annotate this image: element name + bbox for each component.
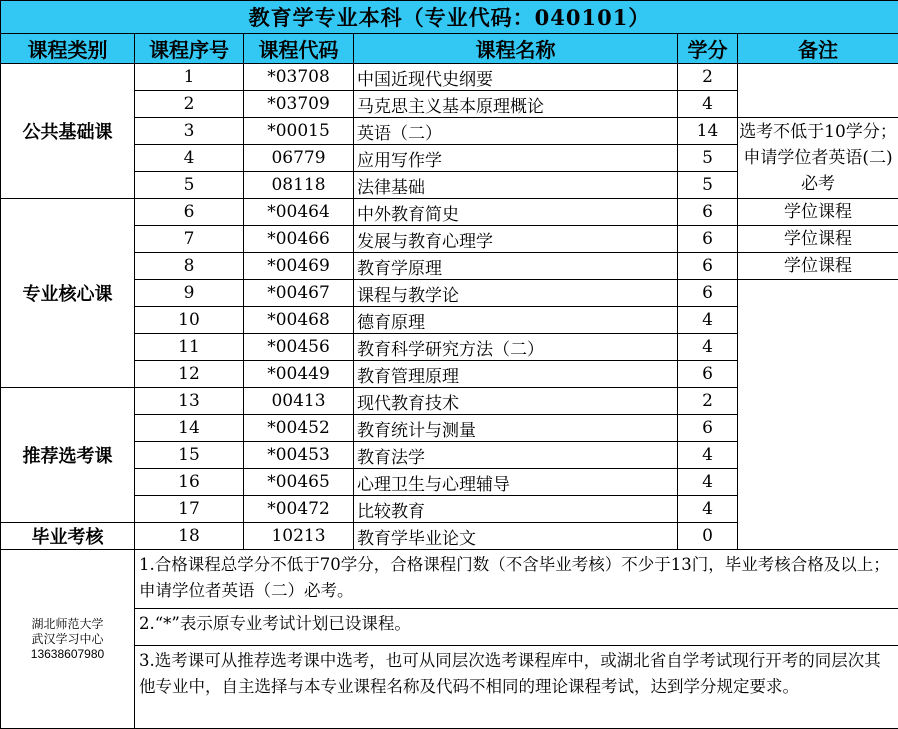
header-name: 课程名称 bbox=[354, 34, 678, 64]
remark-cell bbox=[738, 280, 898, 550]
remark-cell: 学位课程 bbox=[738, 253, 898, 280]
remark-cell bbox=[738, 64, 898, 118]
course-code: *00466 bbox=[244, 226, 354, 253]
note-2: 2.“*”表示原专业考试计划已设课程。 bbox=[135, 609, 898, 646]
course-credit: 6 bbox=[678, 415, 738, 442]
course-name: 课程与教学论 bbox=[354, 280, 678, 307]
header-remark: 备注 bbox=[738, 34, 898, 64]
course-credit: 0 bbox=[678, 523, 738, 550]
header-category: 课程类别 bbox=[1, 34, 135, 64]
course-code: *00452 bbox=[244, 415, 354, 442]
course-name: 发展与教育心理学 bbox=[354, 226, 678, 253]
course-seq: 4 bbox=[135, 145, 244, 172]
course-seq: 17 bbox=[135, 496, 244, 523]
course-name: 教育管理原理 bbox=[354, 361, 678, 388]
course-code: *00449 bbox=[244, 361, 354, 388]
category-cell: 专业核心课 bbox=[1, 199, 135, 388]
table-row bbox=[1, 226, 898, 253]
course-code: 06779 bbox=[244, 145, 354, 172]
course-name: 马克思主义基本原理概论 bbox=[354, 91, 678, 118]
course-code: *00467 bbox=[244, 280, 354, 307]
course-name: 中外教育简史 bbox=[354, 199, 678, 226]
course-name: 现代教育技术 bbox=[354, 388, 678, 415]
course-code: *00472 bbox=[244, 496, 354, 523]
course-credit: 4 bbox=[678, 496, 738, 523]
org-info bbox=[1, 550, 135, 729]
course-seq: 7 bbox=[135, 226, 244, 253]
course-code: 08118 bbox=[244, 172, 354, 199]
course-credit: 6 bbox=[678, 361, 738, 388]
course-credit: 2 bbox=[678, 388, 738, 415]
course-seq: 6 bbox=[135, 199, 244, 226]
course-credit: 4 bbox=[678, 442, 738, 469]
course-name: 教育科学研究方法（二） bbox=[354, 334, 678, 361]
course-name: 法律基础 bbox=[354, 172, 678, 199]
note-3: 3.选考课可从推荐选考课中选考，也可从同层次选考课程库中，或湖北省自学考试现行开考的同层次其他专业中，自主选择与本专业课程名称及代码不相同的理论课程考试，达到学分规定要求。 bbox=[135, 646, 898, 729]
course-seq: 11 bbox=[135, 334, 244, 361]
category-cell: 毕业考核 bbox=[1, 523, 135, 550]
table-title: 教育学专业本科（专业代码：040101） bbox=[1, 1, 898, 34]
course-name: 应用写作学 bbox=[354, 145, 678, 172]
course-credit: 14 bbox=[678, 118, 738, 145]
course-name: 比较教育 bbox=[354, 496, 678, 523]
course-code: 10213 bbox=[244, 523, 354, 550]
course-seq: 8 bbox=[135, 253, 244, 280]
course-credit: 4 bbox=[678, 334, 738, 361]
table-row bbox=[1, 253, 898, 280]
category-cell: 推荐选考课 bbox=[1, 388, 135, 523]
course-seq: 3 bbox=[135, 118, 244, 145]
course-code: *00468 bbox=[244, 307, 354, 334]
course-seq: 15 bbox=[135, 442, 244, 469]
table-row bbox=[1, 118, 898, 145]
course-seq: 13 bbox=[135, 388, 244, 415]
remark-cell: 选考不低于10学分；申请学位者英语(二)必考 bbox=[738, 118, 898, 199]
course-seq: 1 bbox=[135, 64, 244, 91]
course-name: 教育统计与测量 bbox=[354, 415, 678, 442]
header-seq: 课程序号 bbox=[135, 34, 244, 64]
course-name: 中国近现代史纲要 bbox=[354, 64, 678, 91]
org-name-line2: 武汉学习中心 bbox=[1, 632, 134, 647]
remark-cell: 学位课程 bbox=[738, 199, 898, 226]
course-code: *00469 bbox=[244, 253, 354, 280]
course-credit: 4 bbox=[678, 307, 738, 334]
table-row bbox=[1, 64, 898, 91]
course-credit: 6 bbox=[678, 253, 738, 280]
course-seq: 10 bbox=[135, 307, 244, 334]
header-credit: 学分 bbox=[678, 34, 738, 64]
course-credit: 5 bbox=[678, 172, 738, 199]
category-cell: 公共基础课 bbox=[1, 64, 135, 199]
course-code: *00465 bbox=[244, 469, 354, 496]
note-1: 1.合格课程总学分不低于70学分，合格课程门数（不含毕业考核）不少于13门，毕业考核合格及以上；申请学位者英语（二）必考。 bbox=[135, 550, 898, 609]
course-name: 教育学原理 bbox=[354, 253, 678, 280]
course-code: *03709 bbox=[244, 91, 354, 118]
org-phone: 13638607980 bbox=[1, 647, 134, 662]
header-code: 课程代码 bbox=[244, 34, 354, 64]
course-seq: 9 bbox=[135, 280, 244, 307]
table-row bbox=[1, 280, 898, 307]
course-credit: 2 bbox=[678, 64, 738, 91]
course-credit: 4 bbox=[678, 469, 738, 496]
table-row bbox=[1, 199, 898, 226]
course-name: 教育法学 bbox=[354, 442, 678, 469]
course-seq: 18 bbox=[135, 523, 244, 550]
course-credit: 5 bbox=[678, 145, 738, 172]
course-credit: 6 bbox=[678, 280, 738, 307]
course-code: *00015 bbox=[244, 118, 354, 145]
course-seq: 14 bbox=[135, 415, 244, 442]
course-code: *00464 bbox=[244, 199, 354, 226]
remark-cell: 学位课程 bbox=[738, 226, 898, 253]
course-name: 英语（二） bbox=[354, 118, 678, 145]
course-credit: 6 bbox=[678, 226, 738, 253]
course-code: *00453 bbox=[244, 442, 354, 469]
course-seq: 16 bbox=[135, 469, 244, 496]
course-name: 心理卫生与心理辅导 bbox=[354, 469, 678, 496]
org-name-line1: 湖北师范大学 bbox=[1, 617, 134, 632]
course-seq: 2 bbox=[135, 91, 244, 118]
course-seq: 5 bbox=[135, 172, 244, 199]
course-code: *00456 bbox=[244, 334, 354, 361]
course-code: *03708 bbox=[244, 64, 354, 91]
course-name: 德育原理 bbox=[354, 307, 678, 334]
course-name: 教育学毕业论文 bbox=[354, 523, 678, 550]
course-credit: 4 bbox=[678, 91, 738, 118]
course-seq: 12 bbox=[135, 361, 244, 388]
course-credit: 6 bbox=[678, 199, 738, 226]
course-code: 00413 bbox=[244, 388, 354, 415]
